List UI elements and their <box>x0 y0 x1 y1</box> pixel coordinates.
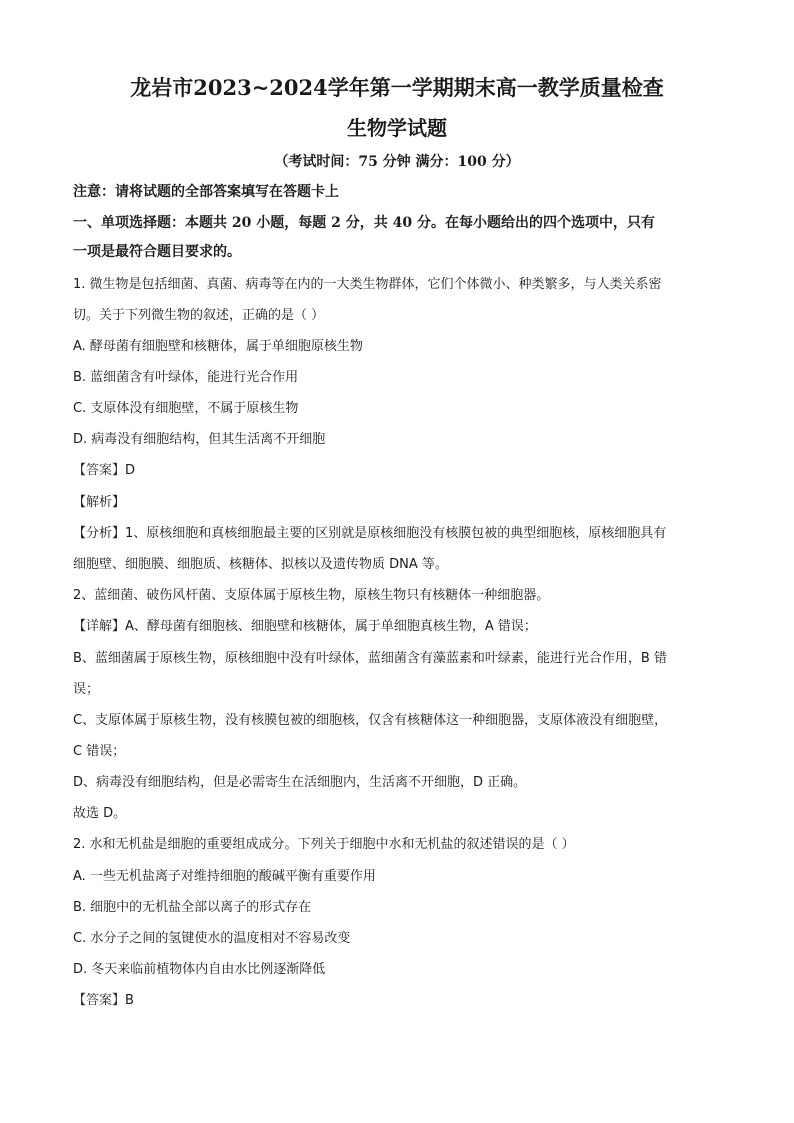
q1-analysis-line: 故选 D。 <box>73 806 127 821</box>
q1-option-b: B. 蓝细菌含有叶绿体，能进行光合作用 <box>73 370 299 385</box>
q2-option-b: B. 细胞中的无机盐全部以离子的形式存在 <box>73 900 312 915</box>
section-heading-line1: 一、单项选择题：本题共 20 小题，每题 2 分，共 40 分。在每小题给出的四个选项中，只有 <box>73 215 655 231</box>
q1-analysis-line: 细胞壁、细胞膜、细胞质、核糖体、拟核以及遗传物质 DNA 等。 <box>73 557 448 572</box>
q1-option-d: D. 病毒没有细胞结构，但其生活离不开细胞 <box>73 432 326 447</box>
q2-option-a: A. 一些无机盐离子对维持细胞的酸碱平衡有重要作用 <box>73 869 376 884</box>
q2-option-c: C. 水分子之间的氢键使水的温度相对不容易改变 <box>73 931 351 946</box>
q1-analysis-line: 【分析】1、原核细胞和真核细胞最主要的区别就是原核细胞没有核膜包被的典型细胞核，原核细胞具有 <box>73 526 667 541</box>
page-title: 龙岩市2023~2024学年第一学期期末高一教学质量检查 <box>130 75 664 100</box>
q1-analysis-line: C 错误； <box>73 744 126 759</box>
exam-info: （考试时间：75 分钟 满分：100 分） <box>274 154 520 170</box>
q1-option-c: C. 支原体没有细胞壁，不属于原核生物 <box>73 401 299 416</box>
q2-option-d: D. 冬天来临前植物体内自由水比例逐渐降低 <box>73 962 326 977</box>
q1-analysis-line: C、支原体属于原核生物，没有核膜包被的细胞核，仅含有核糖体这一种细胞器，支原体液没有细胞壁， <box>73 713 668 728</box>
q1-analysis-line: 误； <box>73 682 100 697</box>
page-subtitle: 生物学试题 <box>347 116 447 140</box>
q1-stem-line1: 1. 微生物是包括细菌、真菌、病毒等在内的一大类生物群体，它们个体微小、种类繁多，与人类关系密 <box>73 277 662 292</box>
q2-stem: 2. 水和无机盐是细胞的重要组成成分。下列关于细胞中水和无机盐的叙述错误的是（ ） <box>73 837 575 852</box>
answer-value: D <box>125 463 136 478</box>
answer-value: B <box>125 993 134 1008</box>
q2-answer <box>73 991 723 1011</box>
notice: 注意：请将试题的全部答案填写在答题卡上 <box>73 184 339 200</box>
q1-analysis-line: B、蓝细菌属于原核生物，原核细胞中没有叶绿体，蓝细菌含有藻蓝素和叶绿素，能进行光合作用，B 错 <box>73 651 667 666</box>
answer-tag: 【答案】 <box>73 463 126 478</box>
section-heading-line2: 一项是最符合题目要求的。 <box>73 244 241 260</box>
answer-tag: 【答案】 <box>73 993 126 1008</box>
q1-stem-line2: 切。关于下列微生物的叙述，正确的是（ ） <box>73 308 325 323</box>
q1-analysis-line: 2、蓝细菌、破伤风杆菌、支原体属于原核生物，原核生物只有核糖体一种细胞器。 <box>73 588 550 603</box>
q1-analysis-line: D、病毒没有细胞结构，但是必需寄生在活细胞内，生活离不开细胞，D 正确。 <box>73 775 527 790</box>
q1-analysis-line: 【详解】A、酵母菌有细胞核、细胞壁和核糖体，属于单细胞真核生物，A 错误； <box>73 619 537 634</box>
q1-option-a: A. 酵母菌有细胞壁和核糖体，属于单细胞原核生物 <box>73 339 363 354</box>
q1-analysis-tag: 【解析】 <box>73 495 126 510</box>
q1-answer <box>73 461 723 481</box>
